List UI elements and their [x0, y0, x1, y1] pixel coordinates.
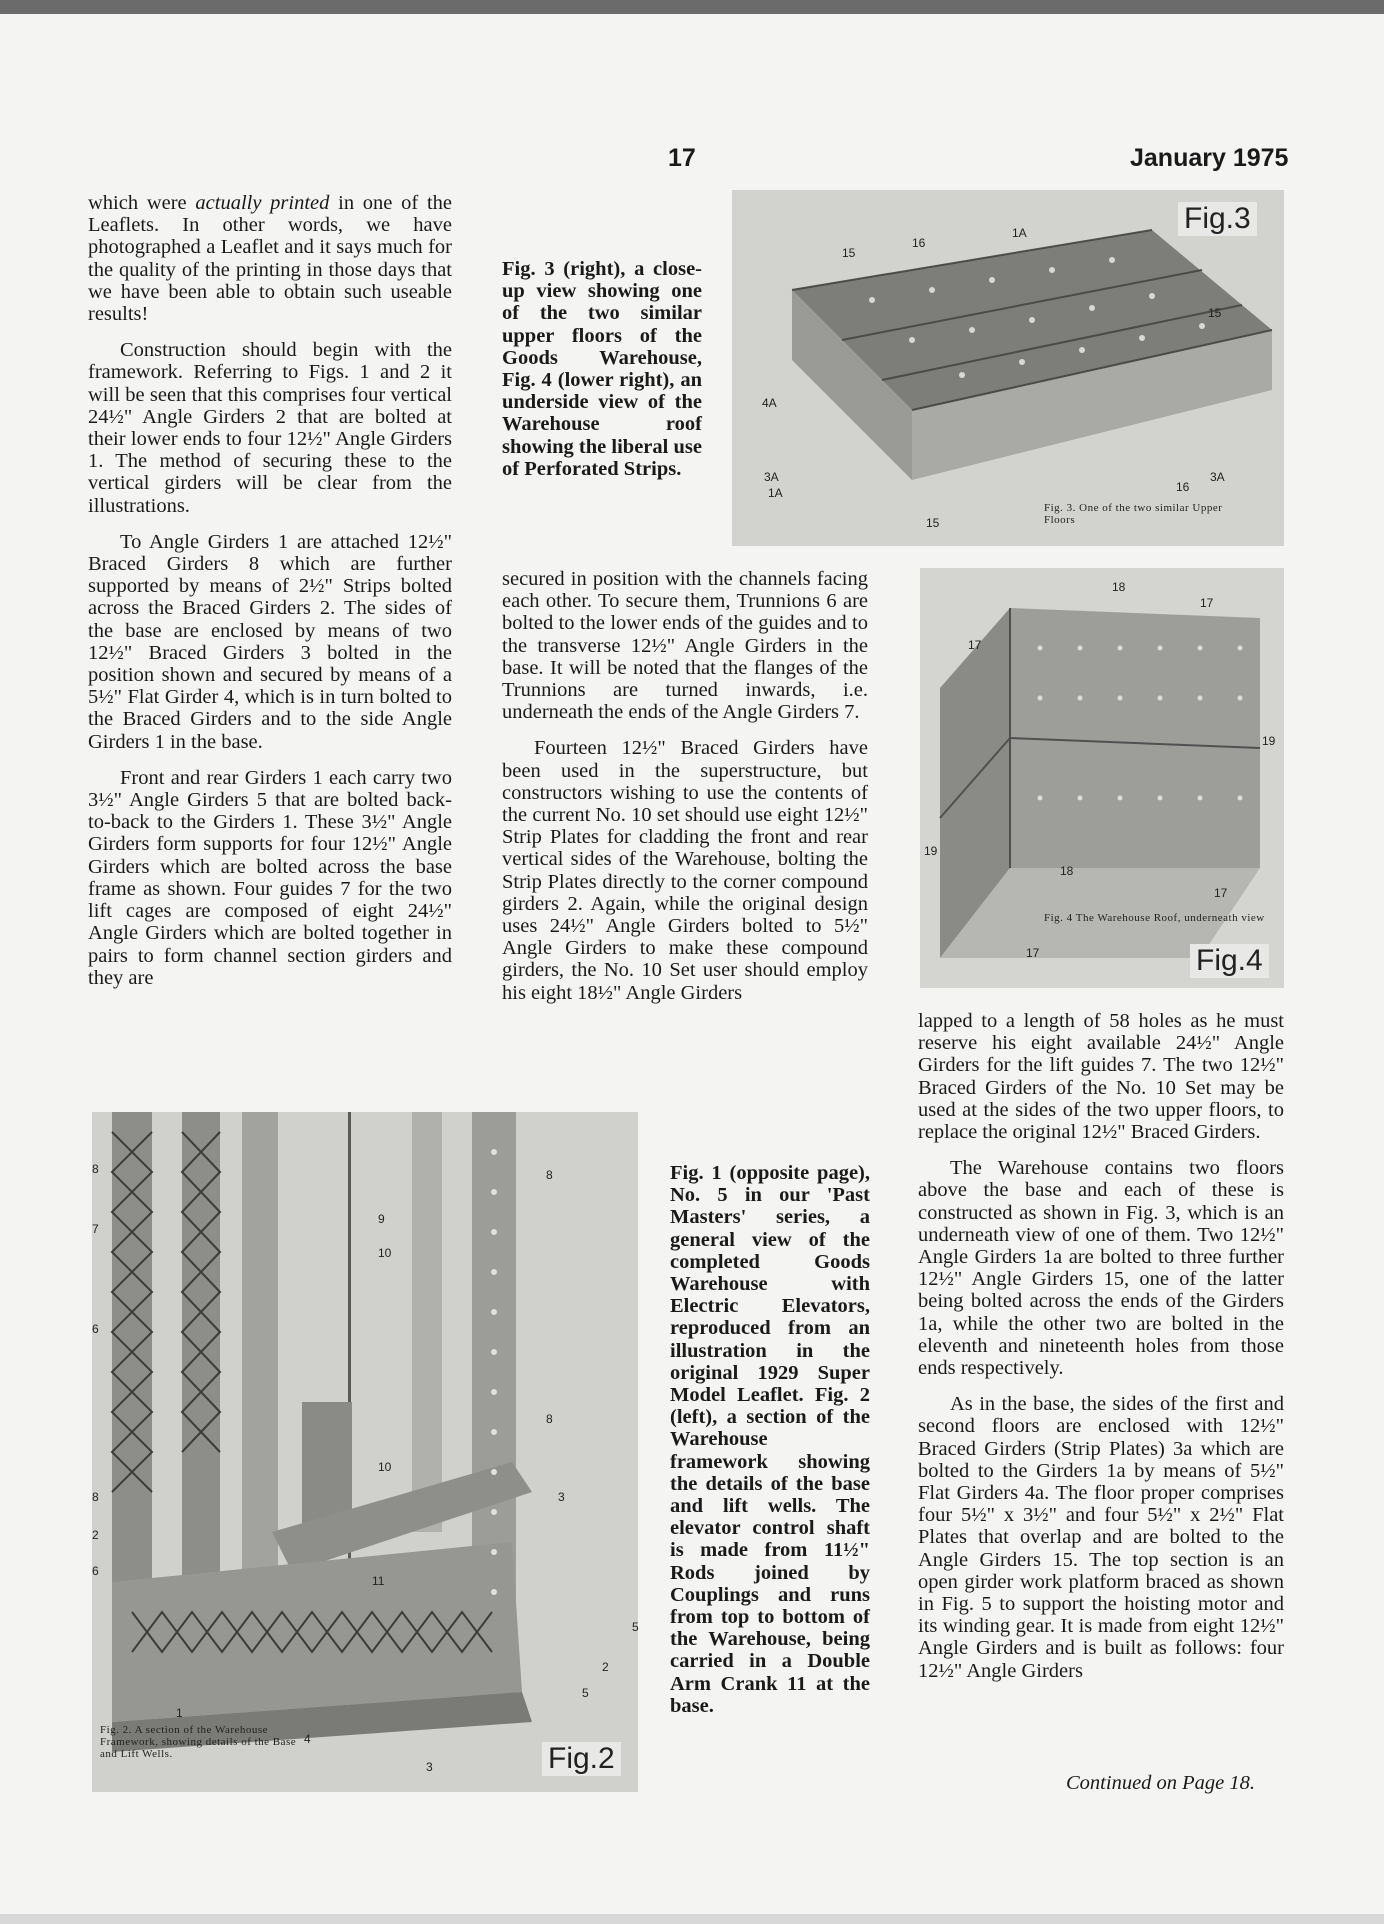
- fig2-number: 6: [92, 1322, 99, 1336]
- fig2-label: Fig.2: [542, 1742, 621, 1776]
- fig4-number: 17: [1214, 886, 1228, 900]
- fig2-number: 10: [378, 1460, 392, 1474]
- fig2-number: 1: [176, 1706, 183, 1720]
- fig2-number: 8: [92, 1162, 99, 1176]
- paragraph-7: lapped to a length of 58 holes as he must reserve his eight available 24½" Angle Girders for the lift guides 7. The two 12½" Braced Girders of the No. 10 Set may be used at the sides of the two upper floors, to replace the original 12½" Braced Girders.: [918, 1010, 1284, 1144]
- fig1-caption-text: Fig. 1 (opposite page), No. 5 in our 'Past Masters' series, a general view of the completed Goods Warehouse with Electric Elevators, reproduced from an illustration in the original 1929 Super Model Leaflet. Fig. 2 (left), a section of the Warehouse framework showing the details of the base and lift wells. The elevator control shaft is made from 11½" Rods joined by Couplings and runs from top to bottom of the Warehouse, being carried in a Double Arm Crank 11 at the base.: [670, 1162, 870, 1717]
- fig2-number: 4: [304, 1732, 311, 1746]
- fig4-number: 19: [1262, 734, 1276, 748]
- fig3-number: 16: [912, 236, 926, 250]
- paragraph-8: The Warehouse contains two floors above the base and each of these is constructed as shown in Fig. 3, which is an underneath view of one of them. Two 12½" Angle Girders 1a are bolted to three further 12½" Angle Girders 15, one of the latter being bolted across the ends of the Girders 1a, while the other two are bolted in the eleventh and nineteenth holes from those ends respectively.: [918, 1157, 1284, 1380]
- fig2-number: 7: [92, 1222, 99, 1236]
- fig2-number: 8: [546, 1412, 553, 1426]
- emphasis-text: actually printed: [195, 192, 330, 214]
- column-left: [88, 192, 452, 1003]
- fig2-number: 5: [632, 1620, 639, 1634]
- fig3-number: 15: [926, 516, 940, 530]
- fig2-number: 6: [92, 1564, 99, 1578]
- fig2-number: 2: [602, 1660, 609, 1674]
- fig2-inset-caption: Fig. 2. A section of the Warehouse Framework, showing details of the Base and Lift Wells.: [100, 1724, 297, 1760]
- fig2-number: 10: [378, 1246, 392, 1260]
- fig2-illustration: [92, 1112, 638, 1792]
- paragraph-6: Fourteen 12½" Braced Girders have been used in the superstructure, but constructors wishing to use the contents of the current No. 10 set should use eight 12½" Strip Plates for cladding the front and rear vertical sides of the Warehouse, bolting the Strip Plates directly to the corner compound girders 2. Again, while the original design uses 24½" Angle Girders bolted to 5½" Angle Girders to make these compound girders, the No. 10 Set user should employ his eight 18½" Angle Girders: [502, 737, 868, 1004]
- fig4-number: 17: [968, 638, 982, 652]
- fig2-number: 3: [426, 1760, 433, 1774]
- continued-note: Continued on Page 18.: [1066, 1772, 1256, 1794]
- fig2-number: 11: [372, 1574, 385, 1588]
- paragraph-9: As in the base, the sides of the first and second floors are enclosed with 12½" Braced Girders (Strip Plates) 3a which are bolted to the Girders 1a by means of 5½" Flat Girders 4a. The floor proper comprises four 5½" x 3½" and four 5½" x 2½" Flat Plates that overlap and are bolted to the Angle Girders 15. The top section is an open girder work platform braced as shown in Fig. 5 to support the hoisting motor and its winding gear. It is made from eight 12½" Angle Girders and is built as follows: four 12½" Angle Girders: [918, 1393, 1284, 1682]
- paragraph-1: [88, 192, 452, 325]
- fig3-number: 15: [842, 246, 856, 260]
- paragraph-4: Front and rear Girders 1 each carry two 3½" Angle Girders 5 that are bolted back-to-back to the Girders 1. These 3½" Angle Girders form supports for four 12½" Angle Girders which are bolted across the base frame as shown. Four guides 7 for the two lift cages are composed of eight 24½" Angle Girders which are bolted together in pairs to form channel section girders and they are: [88, 766, 452, 989]
- fig2-number: 8: [546, 1168, 553, 1182]
- issue-date: January 1975: [1130, 144, 1289, 172]
- paragraph-2: Construction should begin with the framework. Referring to Figs. 1 and 2 it will be seen that this comprises four vertical 24½" Angle Girders 2 that are bolted at their lower ends to four 12½" Angle Girders 1. The method of securing these to the vertical girders will be clear from the illustrations.: [88, 339, 452, 517]
- fig4-number: 18: [1112, 580, 1126, 594]
- column-middle: [502, 568, 868, 1018]
- fig3-illustration: [732, 190, 1284, 546]
- fig3-number: 3A: [764, 470, 779, 484]
- paragraph-5: secured in position with the channels facing each other. To secure them, Trunnions 6 are bolted to the lower ends of the guides and to the transverse 12½" Angle Girders in the base. It will be noted that the flanges of the Trunnions are turned inwards, i.e. underneath the ends of the Angle Girders 7.: [502, 568, 868, 724]
- fig3-label: Fig.3: [1178, 202, 1257, 236]
- fig4-label: Fig.4: [1190, 944, 1269, 978]
- fig4-number: 17: [1026, 946, 1040, 960]
- fig3-number: 1A: [1012, 226, 1027, 240]
- scan-bottom-edge: [0, 1914, 1384, 1924]
- text-run: in one of the Leaflets. In other words, we have photographed a Leaflet and it says much for the quality of the printing in those days that we have been able to obtain such useable results!: [88, 192, 452, 326]
- fig2-number: 2: [92, 1528, 99, 1542]
- fig4-inset-caption: Fig. 4 The Warehouse Roof, underneath view: [1044, 912, 1265, 924]
- fig3-number: 15: [1208, 306, 1222, 320]
- fig4-photo: [920, 568, 1284, 988]
- column-right: [918, 1010, 1284, 1696]
- fig3-photo: [732, 190, 1284, 546]
- fig3-number: 3A: [1210, 470, 1225, 484]
- fig3-number: 4A: [762, 396, 777, 410]
- fig4-illustration: [920, 568, 1284, 988]
- fig4-number: 17: [1200, 596, 1214, 610]
- fig3-caption-text: Fig. 3 (right), a close-up view showing one of the two similar upper floors of the Goods Warehouse, Fig. 4 (lower right), an underside view of the Warehouse roof showing the liberal use of Perforated Strips.: [502, 258, 702, 480]
- fig2-number: 3: [558, 1490, 565, 1504]
- paragraph-3: To Angle Girders 1 are attached 12½" Braced Girders 8 which are further supported by means of 2½" Strips bolted across the Braced Girders 2. The sides of the base are enclosed by means of two 12½" Braced Girders 3 bolted in the position shown and secured by means of a 5½" Flat Girder 4, which is in turn bolted to the Braced Girders and to the side Angle Girders 1 in the base.: [88, 530, 452, 753]
- fig3-number: 1A: [768, 486, 783, 500]
- fig2-number: 9: [378, 1212, 385, 1226]
- fig4-number: 18: [1060, 864, 1074, 878]
- fig2-photo: [92, 1112, 638, 1792]
- fig2-number: 5: [582, 1686, 589, 1700]
- page-number: 17: [668, 144, 696, 172]
- fig3-inset-caption: Fig. 3. One of the two similar Upper Floors: [1044, 502, 1223, 526]
- fig2-number: 8: [92, 1490, 99, 1504]
- fig4-number: 19: [924, 844, 938, 858]
- scan-top-edge: [0, 0, 1384, 14]
- text-run: which were: [88, 192, 196, 214]
- fig3-number: 16: [1176, 480, 1190, 494]
